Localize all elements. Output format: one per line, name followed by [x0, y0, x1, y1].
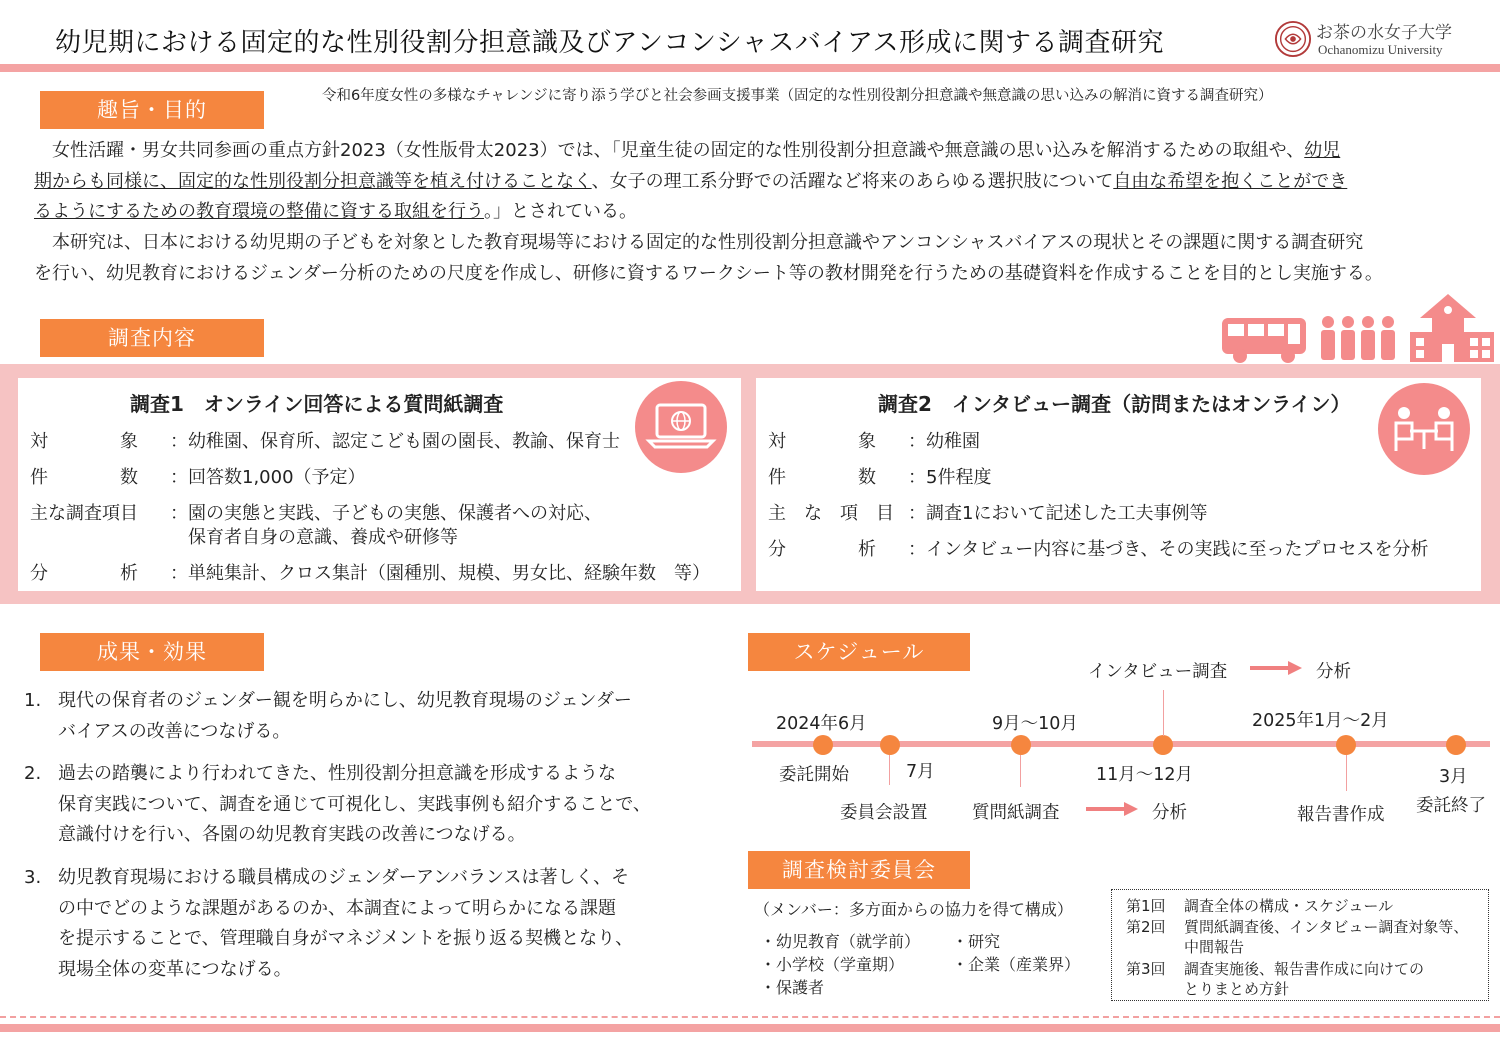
- purpose-paragraph-1: 女性活躍・男女共同参画の重点方針2023（女性版骨太2023）では、「児童生徒の固定的な性別役割分担意識や無意識の思い込みを解消するための取組や、幼児 期からも同様に、固定的な性別役割分担意識等を植え付けることなく、女子の理工系分野での活躍など将来のあらゆる選択肢について自由な希望を抱くことができ るようにするための教育環境の整備に資する取組を行う。」とされている。: [34, 140, 1348, 222]
- meeting-notes: [1111, 889, 1489, 1001]
- footer-dashed-rule: [0, 1016, 1500, 1018]
- meeting-1: 第1回 調査全体の構成・スケジュール: [1126, 897, 1394, 915]
- purpose-label: 趣旨・目的: [40, 91, 264, 129]
- meeting-3: 第3回 調査実施後、報告書作成に向けての とりまとめ方針: [1126, 960, 1425, 998]
- survey2-row-target: 対 象 ：幼稚園: [768, 431, 980, 452]
- member-3: ・保護者: [760, 978, 825, 997]
- bus-icon: [1222, 318, 1306, 363]
- result-item-2: 2. 過去の踏襲により行われてきた、性別役割分担意識を形成するような 保育実践について、調査を通じて可視化し、実践事例も紹介することで、 意識付けを行い、各園の幼児教育実践の改善につなげる。: [24, 763, 651, 845]
- timeline-dot-sep: [1011, 735, 1031, 755]
- label-questionnaire: 質問紙調査: [972, 803, 1060, 823]
- survey1-card: [18, 378, 741, 591]
- tick-jan: [1346, 755, 1347, 791]
- results-label: 成果・効果: [40, 633, 264, 671]
- laptop-globe-icon: [635, 381, 727, 473]
- label-analysis-1: 分析: [1152, 803, 1187, 823]
- university-logo: [1270, 18, 1485, 62]
- survey1-row-items-cont: 保育者自身の意識、養成や研修等: [170, 527, 458, 548]
- member-2: ・小学校（学童期）: [760, 955, 905, 974]
- label-2025-jan-feb: 2025年1月～2月: [1252, 711, 1389, 731]
- seal-icon: [1274, 20, 1312, 58]
- survey-label: 調査内容: [40, 319, 264, 357]
- member-4: ・研究: [952, 932, 1001, 951]
- tick-july: [889, 755, 890, 785]
- result-item-3: 3. 幼児教育現場における職員構成のジェンダーアンバランスは著しく、そ の中でどのような課題があるのか、本調査によって明らかになる課題 を提示することで、管理職自身がマネジメントを振り返る契機となり、 現場全体の変革につなげる。: [24, 867, 634, 980]
- timeline-dot-mar: [1446, 735, 1466, 755]
- timeline-dot-nov: [1153, 735, 1173, 755]
- logo-text-en: Ochanomizu University: [1318, 42, 1443, 57]
- header-divider: [0, 64, 1500, 72]
- committee-label: 調査検討委員会: [748, 851, 970, 889]
- survey2-row-analysis: 分 析 ：インタビュー内容に基づき、その実践に至ったプロセスを分析: [768, 539, 1429, 560]
- schedule-label: スケジュール: [748, 633, 970, 671]
- survey1-row-analysis: 分 析 ：単純集計、クロス集計（園種別、規模、男女比、経験年数 等）: [30, 563, 710, 584]
- meeting-2: 第2回 質問紙調査後、インタビュー調査対象等、 中間報告: [1126, 918, 1469, 956]
- survey1-icon-circle: [635, 381, 727, 473]
- tick-sep: [1020, 755, 1021, 787]
- label-2024-june: 2024年6月: [776, 714, 867, 734]
- survey2-row-items: 主 な 項 目 ：調査1において記述した工夫事例等: [768, 503, 1208, 524]
- survey2-icon-circle: [1378, 383, 1470, 475]
- logo-text-ja: お茶の水女子大学: [1316, 23, 1452, 43]
- label-committee-setup: 委員会設置: [840, 803, 928, 823]
- arrow-right-icon: [1086, 800, 1138, 818]
- members-note: （メンバー：多方面からの協力を得て構成）: [754, 900, 1073, 919]
- school-icon: [1410, 294, 1494, 362]
- label-march: 3月: [1439, 767, 1468, 787]
- survey2-card: [756, 378, 1481, 591]
- survey2-row-count: 件 数 ：5件程度: [768, 467, 992, 488]
- survey1-row-target: 対 象 ：幼稚園、保育所、認定こども園の園長、教諭、保育士: [30, 431, 620, 452]
- label-sep-oct: 9月～10月: [992, 714, 1078, 734]
- timeline-dot-jan: [1336, 735, 1356, 755]
- survey1-row-items: 主な調査項目 ：園の実態と実践、子どもの実態、保護者への対応、: [30, 503, 602, 524]
- label-analysis-2: 分析: [1316, 662, 1351, 682]
- label-july: 7月: [906, 762, 935, 782]
- label-report: 報告書作成: [1297, 805, 1385, 825]
- purpose-paragraph-2: 本研究は、日本における幼児期の子どもを対象とした教育現場等における固定的な性別役割分担意識やアンコンシャスバイアスの現状とその課題に関する調査研究 を行い、幼児教育におけるジェンダー分析のための尺度を作成し、研修に資するワークシート等の教材開発を行うための基礎資料を作成することを目的とし実施する。: [34, 232, 1383, 284]
- subtitle: 令和6年度女性の多様なチャレンジに寄り添う学びと社会参画支援事業（固定的な性別役割分担意識や無意識の思い込みの解消に資する調査研究）: [322, 88, 1273, 104]
- survey2-title: 調査2 インタビュー調査（訪問またはオンライン）: [878, 392, 1351, 416]
- result-item-1: 1. 現代の保育者のジェンダー観を明らかにし、幼児教育現場のジェンダー バイアスの改善につなげる。: [24, 690, 632, 742]
- label-start: 委託開始: [779, 765, 849, 785]
- interview-icon: [1378, 383, 1470, 475]
- page-title: 幼児期における固定的な性別役割分担意識及びアンコンシャスバイアス形成に関する調査研究: [55, 28, 1164, 58]
- survey1-row-count: 件 数 ：回答数1,000（予定）: [30, 467, 366, 488]
- arrow-right-icon: [1250, 659, 1302, 677]
- footer-bar: [0, 1024, 1500, 1032]
- tick-nov: [1163, 690, 1164, 736]
- member-1: ・幼児教育（就学前）: [760, 932, 921, 951]
- bus-people-school-illustration: [1218, 292, 1496, 364]
- member-5: ・企業（産業界）: [952, 955, 1081, 974]
- label-end: 委託終了: [1416, 796, 1486, 816]
- label-interview: インタビュー調査: [1088, 662, 1228, 682]
- timeline-dot-july: [880, 735, 900, 755]
- people-icon: [1321, 316, 1395, 360]
- timeline-line: [752, 741, 1490, 747]
- timeline-dot-june: [813, 735, 833, 755]
- label-nov-dec: 11月～12月: [1096, 765, 1194, 785]
- survey1-title: 調査1 オンライン回答による質問紙調査: [130, 392, 504, 416]
